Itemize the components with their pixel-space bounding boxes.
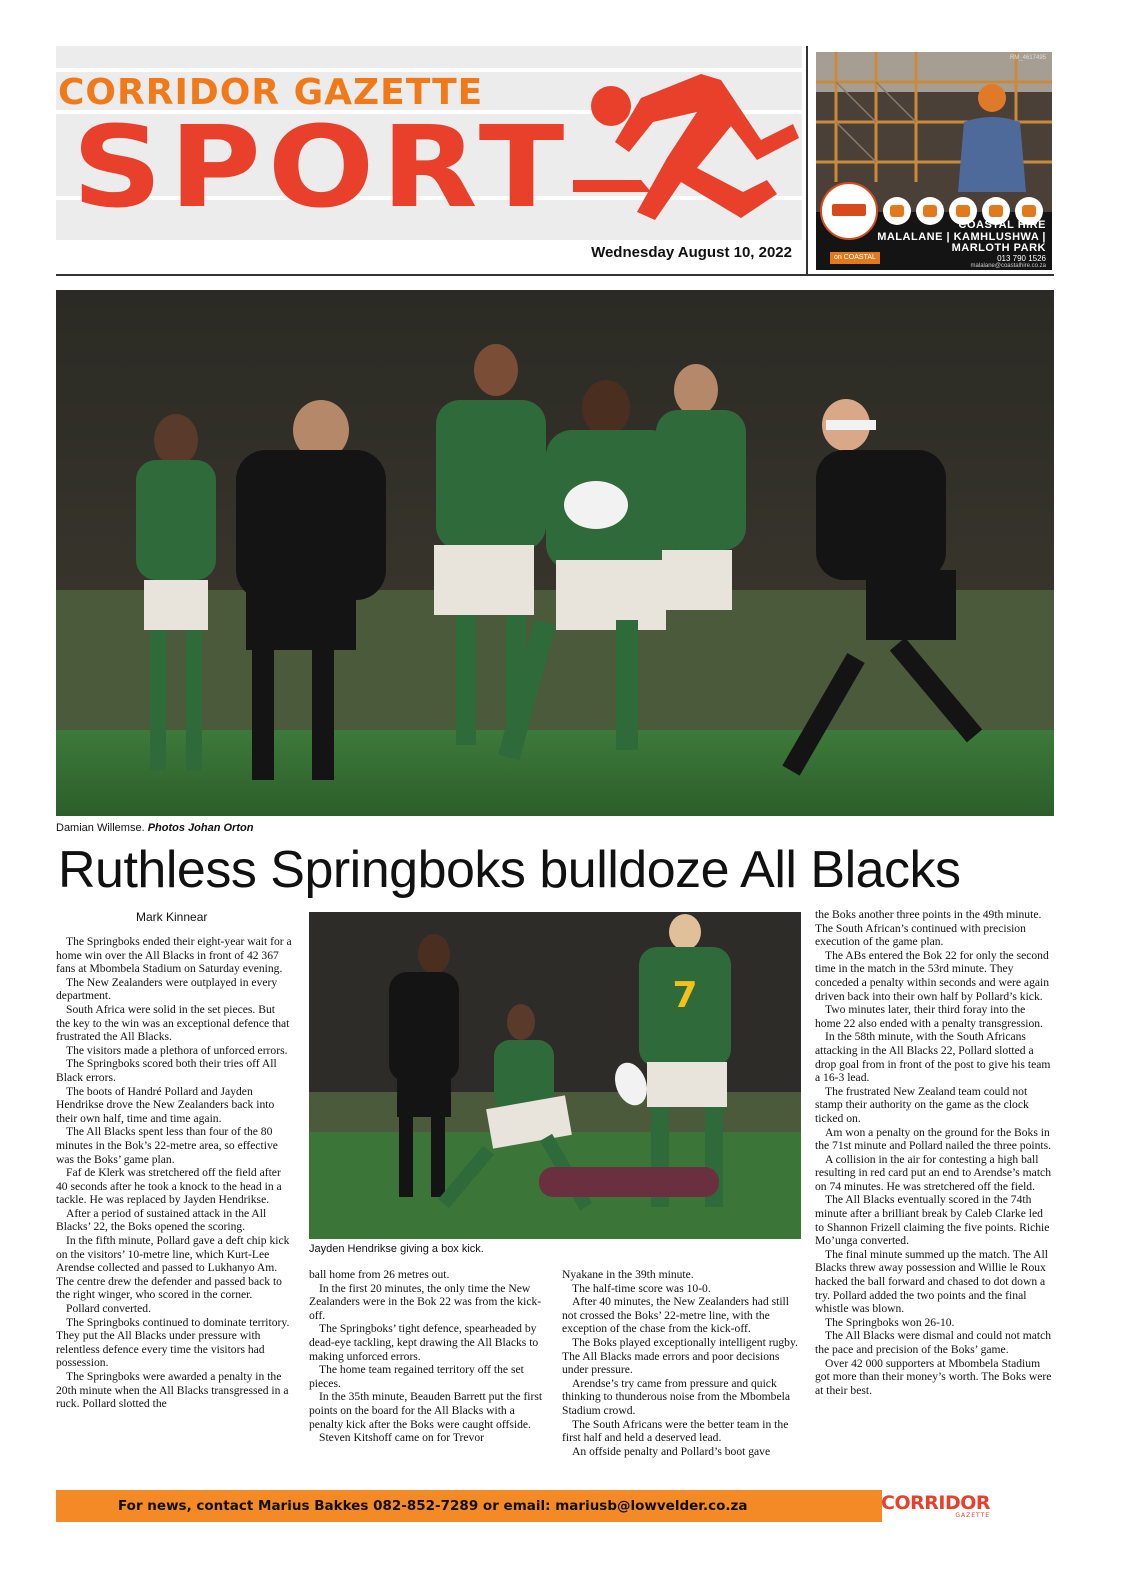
masthead-rule: [56, 274, 1054, 276]
article-paragraph: The ABs entered the Bok 22 for only the second time in the match in the 53rd minute. They conceded a penalty within seconds and were again driven back into their own half by Pollard’s kick.: [815, 948, 1050, 1003]
article-headline: Ruthless Springboks bulldoze All Blacks: [58, 841, 961, 899]
article-paragraph: The New Zealanders were outplayed in every department.: [56, 975, 278, 1003]
article-paragraph: The frustrated New Zealand team could not stamp their authority on the game as the clock ticked on.: [815, 1084, 1029, 1125]
article-column-1: [56, 935, 292, 1411]
article-paragraph: A collision in the air for contesting a high ball resulting in red card put an end to Arendse’s match on 74 minutes. He was stretchered off the field.: [815, 1152, 1051, 1193]
ad-text-block: [877, 220, 1046, 269]
masthead: [56, 46, 802, 274]
rugby-match-photo: [56, 290, 1054, 816]
article-paragraph: Faf de Klerk was stretchered off the field after 40 seconds after he took a knock to the head in a tackle. He was replaced by Jayden Hendrikse.: [56, 1166, 282, 1207]
article-paragraph: In the fifth minute, Pollard gave a deft chip kick on the visitors’ 10-metre line, which Kurt-Lee Arendse collected and passed to Lukhanyo Am. The centre drew the defender and passed back to the right winger, who scored in the corner.: [56, 1234, 290, 1302]
article-paragraph: The Boks played exceptionally intelligent rugby. The All Blacks made errors and poor decisions under pressure.: [562, 1335, 798, 1377]
article-paragraph: The Springboks were awarded a penalty in the 20th minute when the All Blacks transgressed in a ruck. Pollard slotted the: [56, 1370, 289, 1411]
article-paragraph: Steven Kitshoff came on for Trevor: [319, 1431, 484, 1445]
ad-line-3: MARLOTH PARK: [951, 242, 1046, 255]
article-column-4: [815, 908, 1053, 1397]
article-paragraph: The All Blacks were dismal and could not match the pace and precision of the Boks’ game.: [815, 1329, 1052, 1356]
ad-line-1: COASTAL HIRE: [958, 219, 1046, 231]
article-paragraph: Two minutes later, their third foray into the home 22 also ended with a penalty transgression.: [815, 1003, 1043, 1030]
article-paragraph: Over 42 000 supporters at Mbombela Stadium got more than their money’s worth. The Boks were at their best.: [815, 1356, 1052, 1397]
main-photo-caption: [56, 822, 253, 834]
article-paragraph: The Springboks scored both their tries off All Black errors.: [56, 1057, 277, 1084]
ad-line-2: MALALANE | KAMHLUSHWA |: [877, 230, 1046, 243]
footer-logo: CORRIDOR: [881, 1492, 990, 1514]
article-paragraph: An offside penalty and Pollard’s boot gave: [572, 1444, 771, 1458]
article-paragraph: Arendse’s try came from pressure and quick thinking to thunderous noise from the Mbombela Stadium crowd.: [562, 1376, 790, 1417]
coastal-hire-ad[interactable]: [816, 52, 1052, 270]
article-paragraph: Pollard converted.: [66, 1302, 151, 1316]
footer-bar: [56, 1490, 1054, 1522]
article-paragraph: The half-time score was 10-0.: [572, 1281, 711, 1295]
article-paragraph: The home team regained territory off the set pieces.: [309, 1363, 524, 1390]
inline-photo-caption: Jayden Hendrikse giving a box kick.: [309, 1243, 484, 1255]
ad-on-badge: on COASTAL: [830, 252, 880, 264]
ad-phone: 013 790 1526: [997, 253, 1046, 263]
main-photo: [56, 290, 1054, 816]
article-paragraph: The All Blacks spent less than four of the 80 minutes in the Bok’s 22-metre area, so effective was the Boks’ game plan.: [56, 1125, 278, 1166]
article-paragraph: the Boks another three points in the 49th minute. The South African’s continued with precision execution of the game plan.: [815, 908, 1042, 949]
article-paragraph: After 40 minutes, the New Zealanders had still not crossed the Boks’ 22-metre line, with the exception of the chase from the kick-off.: [562, 1295, 789, 1336]
article-paragraph: The Springboks’ tight defence, spearheaded by dead-eye tackling, kept drawing the All Blacks to making unforced errors.: [309, 1322, 539, 1363]
article-paragraph: The South Africans were the better team in the first half and held a deserved lead.: [562, 1417, 789, 1445]
runner-icon: [571, 60, 801, 236]
svg-text:7: 7: [672, 975, 698, 1016]
article-column-2: [309, 1268, 545, 1445]
box-kick-photo: [309, 912, 801, 1239]
article-paragraph: In the 58th minute, with the South Africans attacking in the All Blacks 22, Pollard slotted a drop goal from in front of the post to give his team a 16-3 lead.: [815, 1030, 1051, 1085]
article-paragraph: The Springboks ended their eight-year wait for a home win over the All Blacks in front of 42 367 fans at Mbombela Stadium on Saturday evening.: [56, 935, 292, 976]
article-paragraph: In the first 20 minutes, the only time the New Zealanders were in the Bok 22 was from the kick-off.: [309, 1281, 542, 1322]
article-paragraph: Nyakane in the 39th minute.: [562, 1268, 694, 1281]
caption-name: Damian Willemse.: [56, 822, 145, 834]
footer-logo-subtitle: GAZETTE: [955, 1512, 990, 1519]
article-paragraph: The final minute summed up the match. The All Blacks threw away possession and Willie le Roux hacked the ball forward and chased to dot down a try. Pollard added the two points and the final whistle was blown.: [815, 1247, 1048, 1316]
article-paragraph: South Africa were solid in the set pieces. But the key to the win was an exceptional defence that frustrated the All Blacks.: [56, 1002, 290, 1044]
inline-photo: [309, 912, 801, 1239]
section-title: SPORT: [72, 103, 572, 233]
masthead-divider: [806, 46, 808, 274]
issue-date: Wednesday August 10, 2022: [591, 244, 792, 261]
publication-name: CORRIDOR GAZETTE: [58, 72, 484, 113]
ad-email: malalane@coastalhire.co.za: [970, 263, 1046, 270]
article-paragraph: ball home from 26 metres out.: [309, 1268, 450, 1281]
photo-credit: Photos Johan Orton: [147, 822, 254, 834]
article-paragraph: The All Blacks eventually scored in the 74th minute after a brilliant break by Caleb Clarke led to Shannon Frizell claiming the five points. Richie Mo’unga converted.: [815, 1193, 1050, 1248]
article-paragraph: In the 35th minute, Beauden Barrett put the first points on the board for the All Blacks with a penalty kick after the Boks were caught offside.: [309, 1390, 543, 1431]
coastal-logo-icon: [820, 182, 878, 240]
news-contact: For news, contact Marius Bakkes 082-852-7289 or email: mariusb@lowvelder.co.za: [118, 1498, 748, 1514]
ad-reference-code: RM_4617495: [1009, 55, 1046, 61]
article-paragraph: The visitors made a plethora of unforced errors.: [66, 1043, 288, 1057]
article-paragraph: The Springboks continued to dominate territory. They put the All Blacks under pressure with relentless defence every time the visitors had possession.: [56, 1315, 290, 1370]
article-paragraph: After a period of sustained attack in the All Blacks’ 22, the Boks opened the scoring.: [56, 1206, 267, 1234]
article-paragraph: Am won a penalty on the ground for the Boks in the 71st minute and Pollard nailed the three points.: [815, 1125, 1052, 1153]
article-paragraph: The boots of Handré Pollard and Jayden Hendrikse drove the New Zealanders back into their own half, time and time again.: [56, 1084, 275, 1125]
article-byline: Mark Kinnear: [136, 910, 208, 924]
article-paragraph: The Springboks won 26-10.: [825, 1315, 955, 1329]
article-column-3: [562, 1268, 800, 1458]
